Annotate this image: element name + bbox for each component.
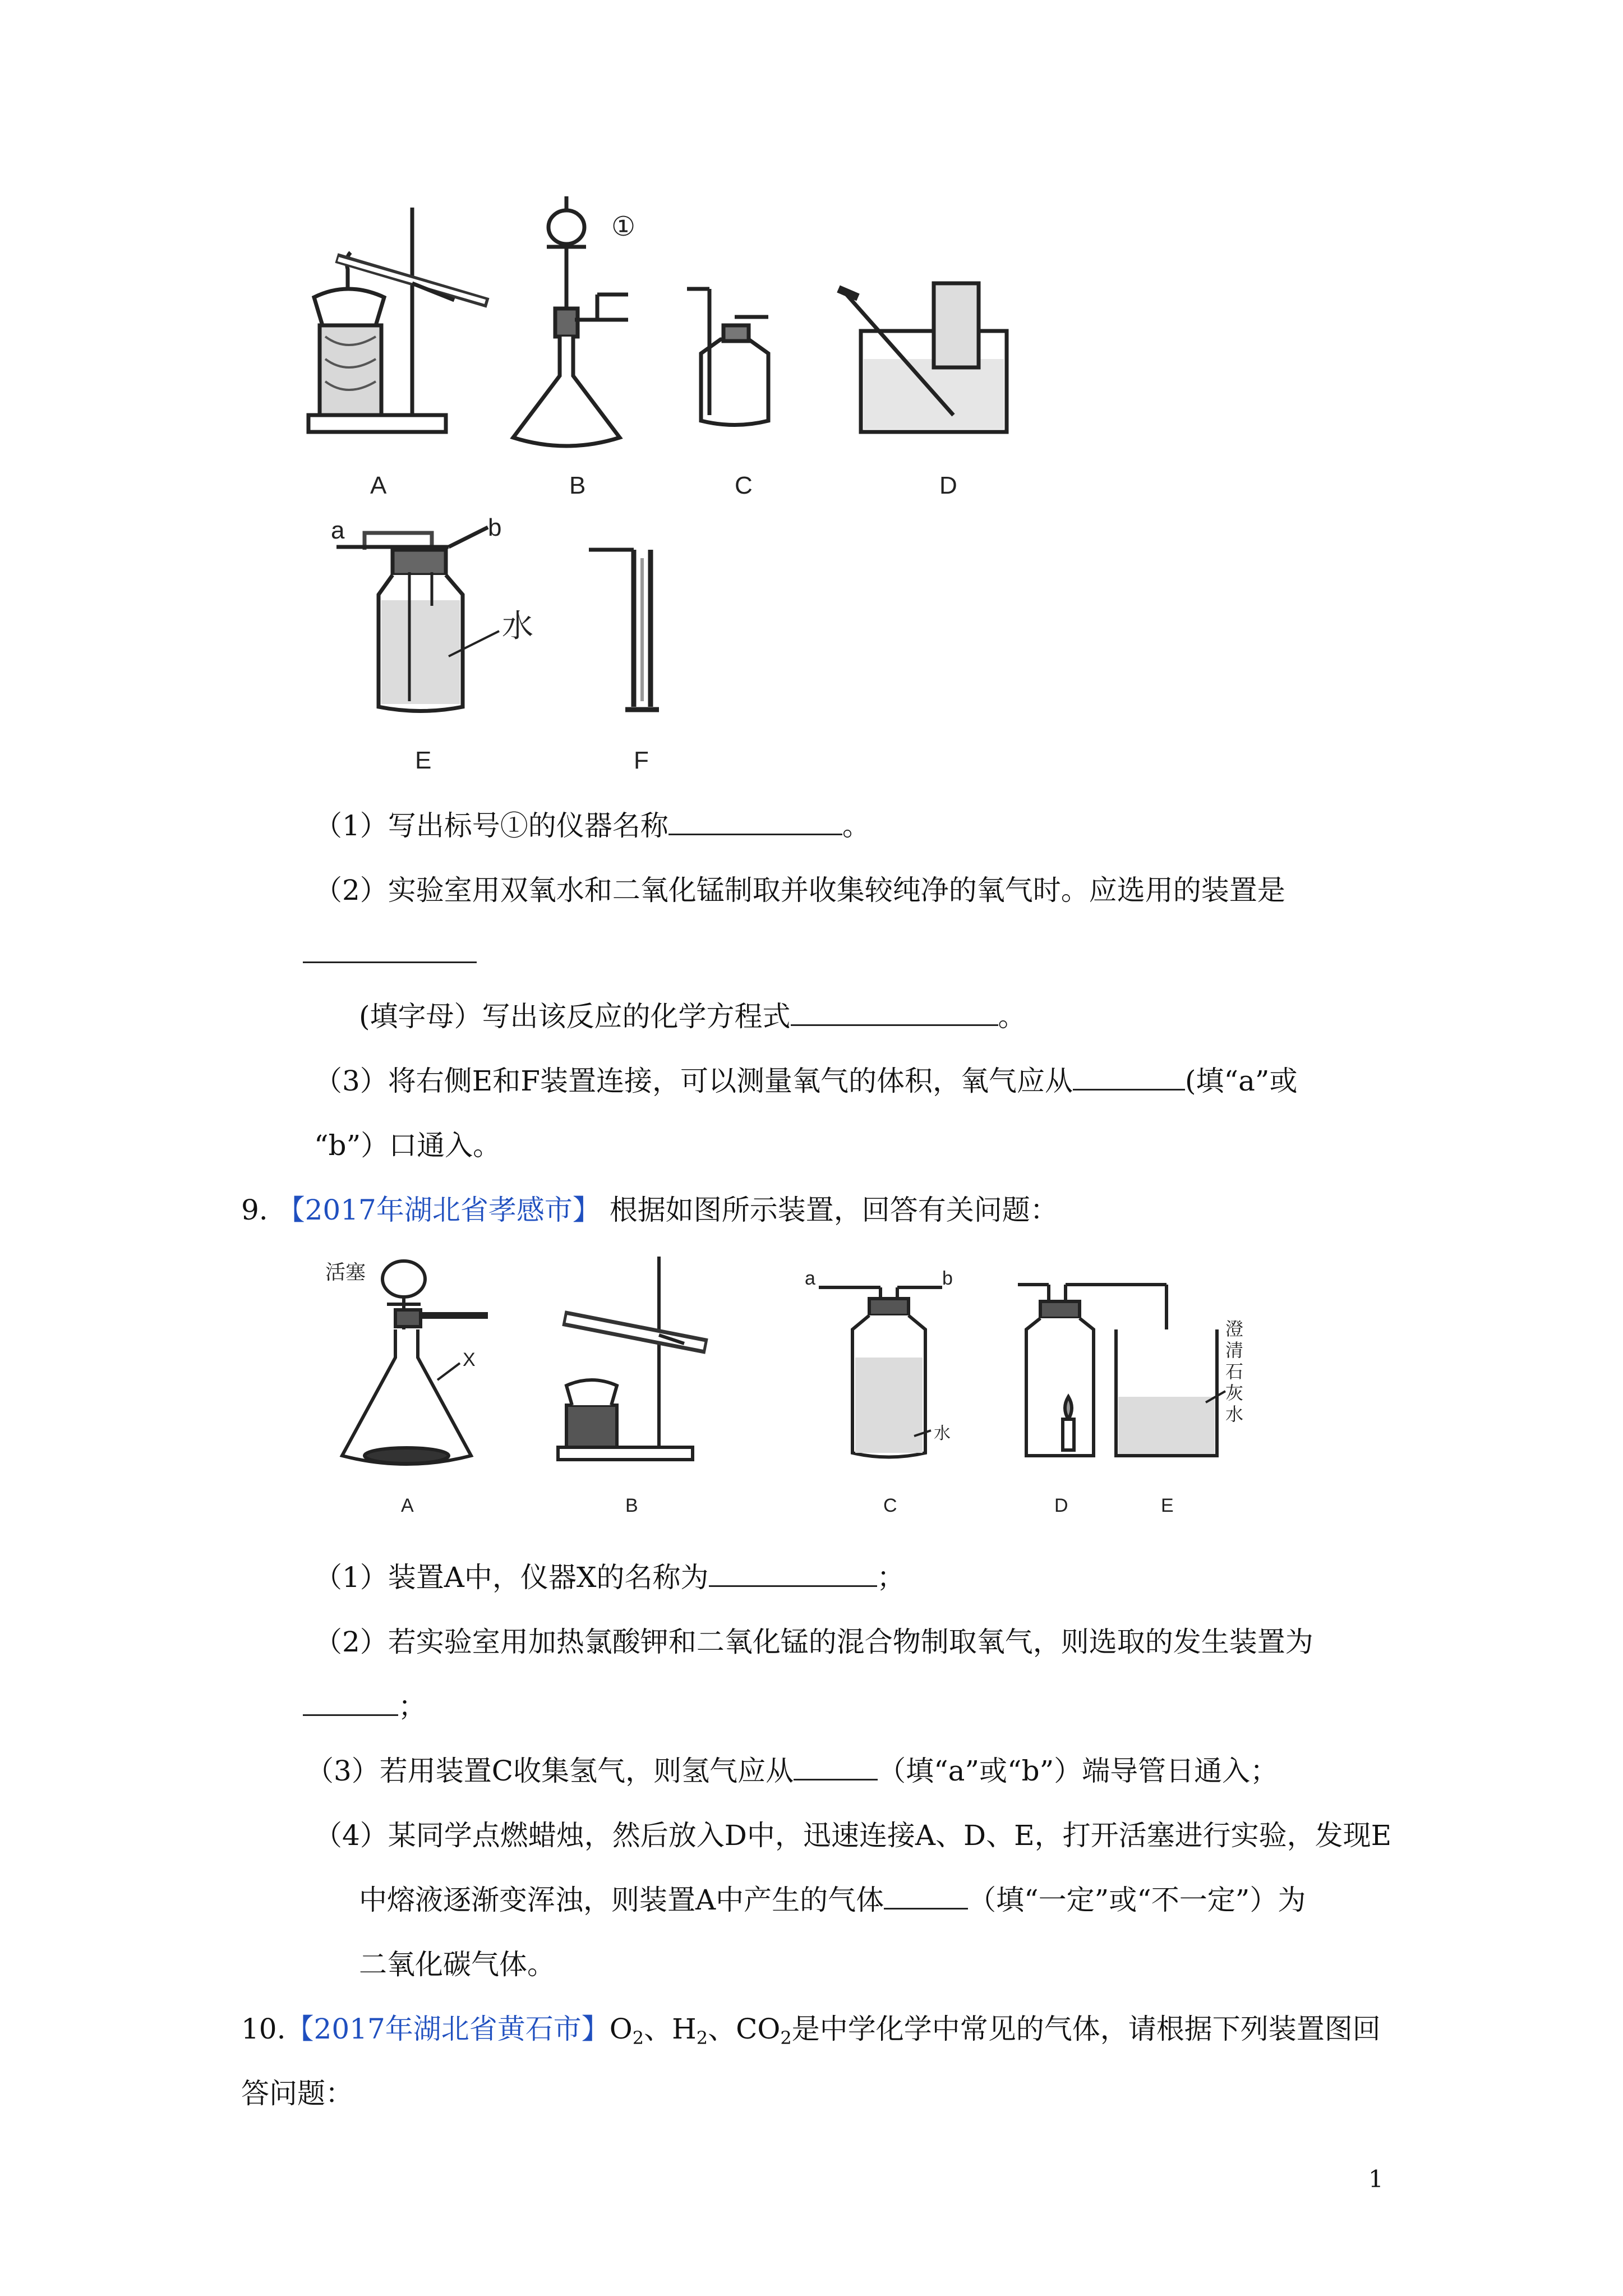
answer-blank[interactable] [303, 936, 477, 963]
limewater-char-1: 澄 [1225, 1318, 1244, 1340]
apparatus-e-limewater-beaker [1116, 1285, 1225, 1456]
q9-line-4: （4）某同学点燃蜡烛，然后放入D中，迅速连接A、D、E，打开活塞进行实验，发现E [314, 1819, 1392, 1852]
tube-label-b: b [942, 1268, 953, 1289]
apparatus-c-water-bottle [819, 1287, 942, 1457]
label-c: C [735, 472, 753, 499]
figure-1-top-row [292, 191, 1133, 505]
limewater-char-4: 灰 [1225, 1382, 1244, 1404]
answer-blank[interactable] [303, 1688, 398, 1716]
apparatus-f-graduated-cylinder [589, 550, 659, 710]
tube-label-a: a [331, 517, 345, 544]
page-number: 1 [1368, 2165, 1384, 2193]
tube-label-a: a [805, 1268, 815, 1289]
q8-line-1: （1）写出标号①的仪器名称 。 [314, 808, 870, 844]
x-label: X [463, 1349, 476, 1370]
apparatus-d-candle-bottle [1018, 1285, 1116, 1456]
label-e: E [415, 747, 432, 774]
label-a: A [370, 472, 387, 499]
q8-line-3: (填字母）写出该反应的化学方程式 。 [359, 999, 1026, 1034]
q10-source: 【2017年湖北省黄石市】 [285, 2013, 610, 2045]
label-b: B [625, 1495, 638, 1516]
label-e: E [1161, 1495, 1174, 1516]
apparatus-e-water-bottle [336, 527, 499, 711]
q9-line-6: 二氧化碳气体。 [359, 1948, 555, 1981]
apparatus-c-gas-bottle [687, 289, 768, 425]
q8-line-2-blank [303, 936, 477, 972]
answer-blank[interactable] [1073, 1063, 1185, 1091]
label-f: F [634, 747, 649, 774]
valve-label: 活塞 [325, 1261, 366, 1284]
q10-stem: 10.【2017年湖北省黄石市】$O_2$、$H_2$、$CO_2$是中学化学中常见的气体，请根据下列装置图回 [241, 2013, 1381, 2049]
figure-1-bottom-row [320, 505, 768, 785]
q8-line-4: （3）将右侧E和F装置连接，可以测量氧气的体积，氧气应从 (填“a”或 [314, 1063, 1297, 1099]
answer-blank[interactable] [791, 999, 998, 1026]
tube-label-b: b [488, 514, 502, 541]
q9-line-3: （3）若用装置C收集氢气，则氢气应从 （填“a”或“b”）端导管日通入； [306, 1753, 1278, 1789]
water-label: 水 [502, 608, 533, 645]
limewater-char-5: 水 [1225, 1404, 1244, 1425]
q9-line-2b: ； [303, 1688, 426, 1724]
limewater-char-3: 石 [1225, 1361, 1244, 1382]
water-label: 水 [934, 1424, 951, 1443]
q9-source: 【2017年湖北省孝感市】 [276, 1194, 601, 1226]
q9-line-5: 中熔液逐渐变浑浊，则装置A中产生的气体 （填“一定”或“不一定”）为 [359, 1882, 1306, 1918]
answer-blank[interactable] [884, 1882, 968, 1910]
label-a: A [401, 1495, 414, 1516]
limewater-char-2: 清 [1225, 1340, 1244, 1361]
q8-line-2: （2）实验室用双氧水和二氧化锰制取并收集较纯净的氧气时。应选用的装置是 [314, 874, 1285, 907]
apparatus-a-heating [308, 208, 488, 432]
q8-line-5: “b”）口通入。 [314, 1129, 501, 1162]
q9-stem: 9. 【2017年湖北省孝感市】 根据如图所示装置，回答有关问题： [241, 1194, 1058, 1226]
label-d: D [939, 472, 957, 499]
label-b: B [569, 472, 586, 499]
label-d: D [1054, 1495, 1068, 1516]
answer-blank[interactable] [709, 1559, 877, 1587]
apparatus-d-water-trough [838, 283, 1007, 432]
figure-2 [320, 1245, 1273, 1526]
answer-blank[interactable] [668, 808, 842, 835]
q9-line-1: （1）装置A中，仪器X的名称为 ； [314, 1559, 905, 1595]
marker-1: ① [611, 211, 636, 242]
label-c: C [883, 1495, 897, 1516]
q10-line-2: 答问题： [241, 2077, 353, 2110]
apparatus-b-heating [558, 1257, 707, 1460]
q9-line-2: （2）若实验室用加热氯酸钾和二氧化锰的混合物制取氧气，则选取的发生装置为 [314, 1626, 1313, 1658]
answer-blank[interactable] [794, 1753, 878, 1780]
